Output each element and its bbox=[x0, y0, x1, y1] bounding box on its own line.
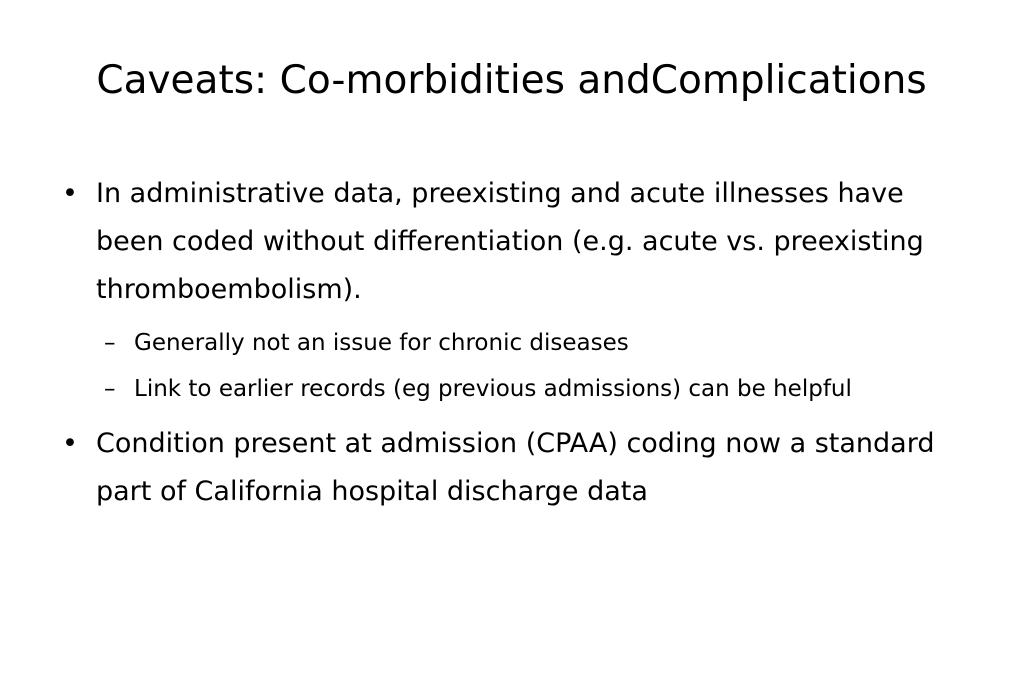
bullet-1-sub-list bbox=[96, 322, 970, 410]
bullet-2 bbox=[60, 420, 970, 516]
bullet-marker: • bbox=[62, 178, 78, 209]
sub-bullet-2 bbox=[96, 368, 970, 410]
sub-bullet-1-text: Generally not an issue for chronic diseases bbox=[134, 330, 629, 356]
sub-bullet-marker: – bbox=[104, 330, 116, 356]
bullet-2-text: Condition present at admission (CPAA) coding now a standard part of California hospital discharge data bbox=[96, 428, 935, 507]
sub-bullet-1 bbox=[96, 322, 970, 364]
slide-content bbox=[60, 170, 970, 524]
bullet-1 bbox=[60, 170, 970, 314]
sub-bullet-marker: – bbox=[104, 376, 116, 402]
sub-bullet-2-text: Link to earlier records (eg previous admissions) can be helpful bbox=[134, 376, 852, 402]
bullet-1-text: In administrative data, preexisting and acute illnesses have been coded without differentiation (e.g. acute vs. preexisting thromboembolism). bbox=[96, 178, 924, 305]
slide-title: Caveats: Co-morbidities andComplications bbox=[96, 58, 927, 103]
bullet-marker: • bbox=[62, 428, 78, 459]
